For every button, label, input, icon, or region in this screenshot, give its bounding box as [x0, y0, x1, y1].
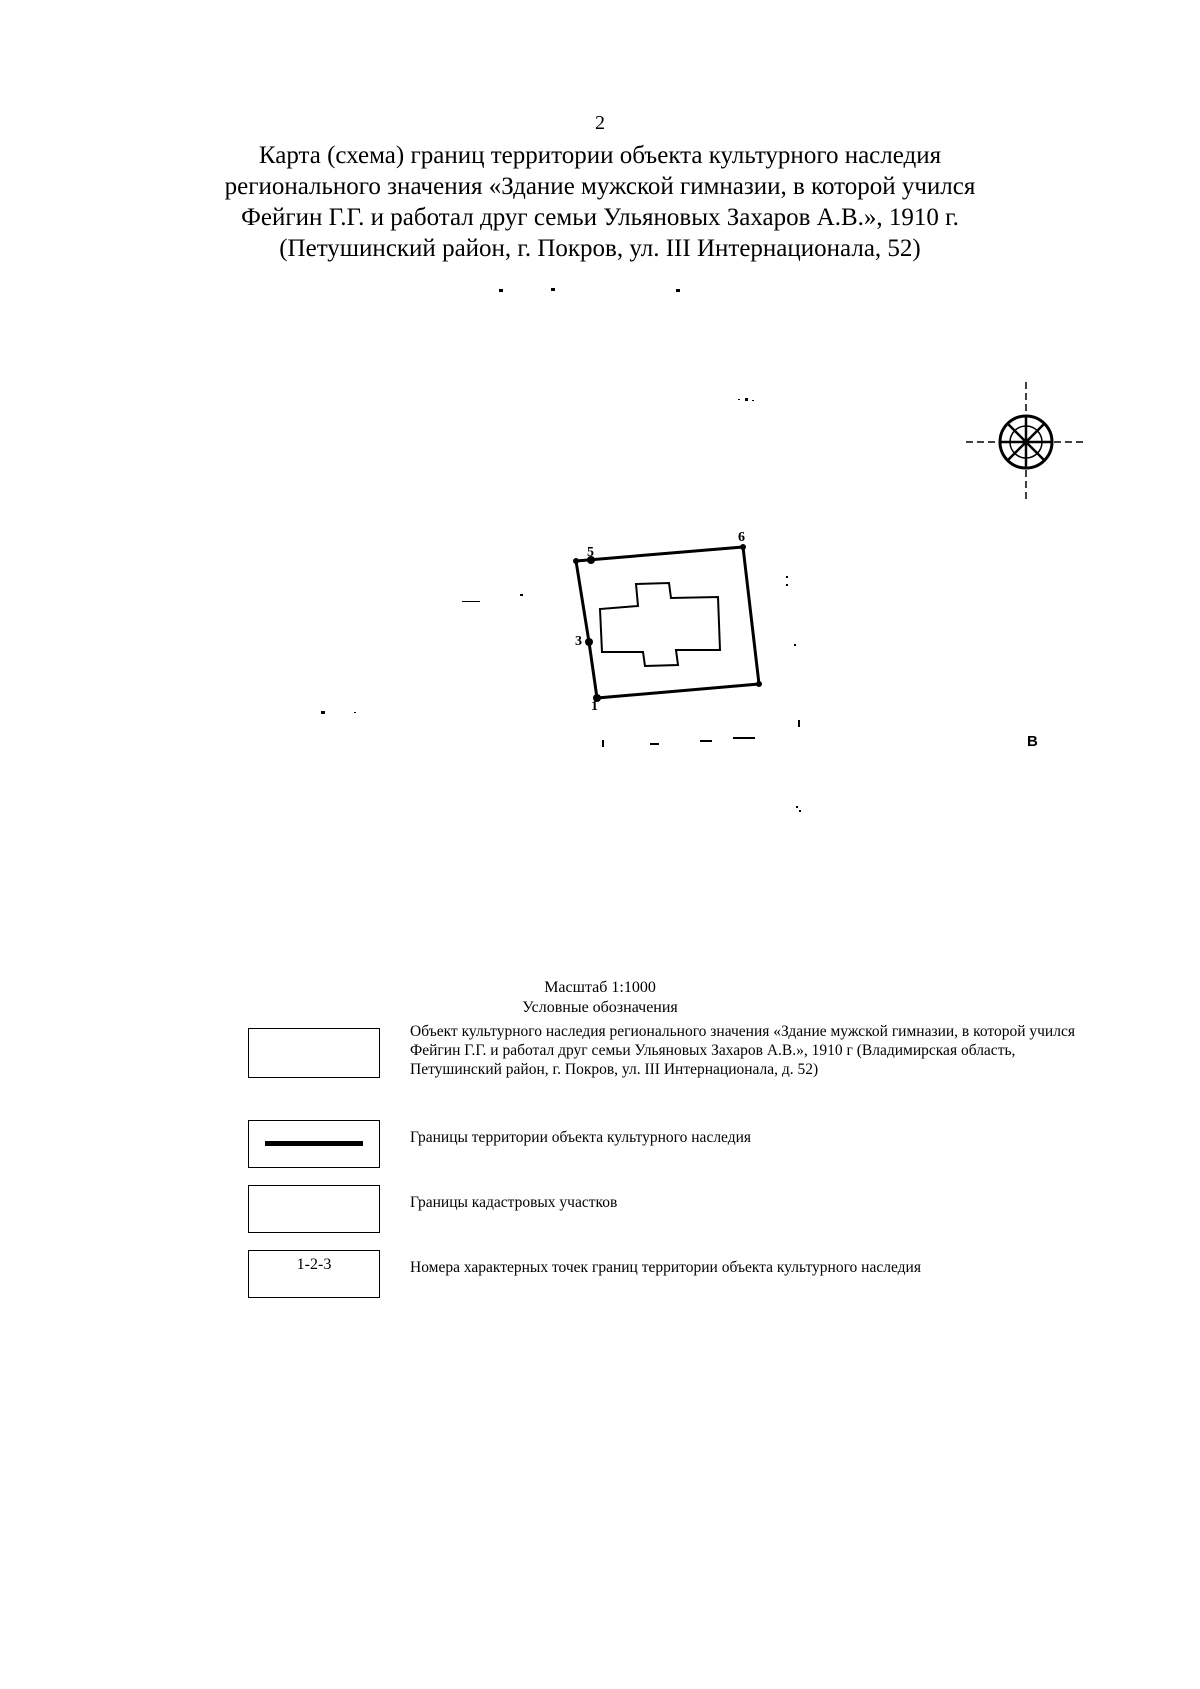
title-line-3: Фейгин Г.Г. и работал друг семьи Ульяновых Захаров А.В.», 1910 г. [241, 204, 959, 231]
boundary-point-nw [573, 558, 579, 564]
point-label-1: 1 [591, 699, 598, 714]
page-number: 2 [595, 112, 605, 134]
boundary-point-corner [756, 681, 762, 687]
territory-boundary [576, 547, 759, 698]
thick-line-symbol [265, 1141, 363, 1146]
title-line-1: Карта (схема) границ территории объекта культурного наследия [258, 142, 942, 169]
legend-text-cadastral-boundary: Границы кадастровых участков [410, 1194, 618, 1211]
legend-title: Условные обозначения [522, 999, 678, 1016]
legend-symbol-cadastral-boundary [248, 1185, 380, 1233]
legend-text-heritage-object: Объект культурного наследия регионального значения «Здание мужской гимназии, в которой учился Фейгин Г.Г. и работал друг семьи Ульяновых Захаров А.В.», 1910 г (Владимирская область, Петушинский район, г. Покров, ул. III Интернационала, д. 52) [410, 1023, 1075, 1078]
title-line-2: регионального значения «Здание мужской гимназии, в которой учился [224, 173, 976, 200]
point-label-3: 3 [575, 634, 582, 649]
point-label-6: 6 [738, 530, 745, 545]
legend-symbol-territory-boundary [248, 1120, 380, 1168]
compass-rose-icon [966, 382, 1086, 502]
legend-symbol-heritage-object [248, 1028, 380, 1078]
map-title [150, 140, 1050, 264]
map-scheme [0, 270, 1200, 830]
map-scale: Масштаб 1:1000 [544, 979, 656, 996]
legend-symbol-point-numbers: 1-2-3 [248, 1250, 380, 1298]
boundary-point-3 [585, 638, 593, 646]
point-label-5: 5 [587, 545, 594, 560]
legend-text-territory-boundary: Границы территории объекта культурного наследия [410, 1129, 752, 1146]
scan-artifacts [321, 288, 801, 812]
legend-text-point-numbers: Номера характерных точек границ территории объекта культурного наследия [410, 1259, 921, 1276]
building-footprint [600, 583, 720, 666]
scan-mark: B [1027, 733, 1038, 750]
title-line-4: (Петушинский район, г. Покров, ул. III Интернационала, 52) [279, 235, 921, 262]
